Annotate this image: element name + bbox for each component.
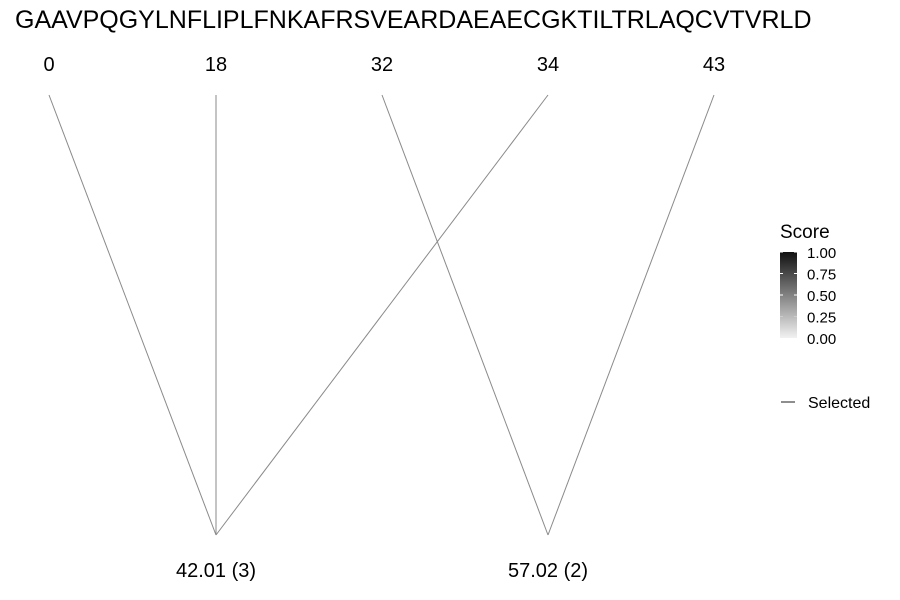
link-line xyxy=(382,95,548,535)
legend-tick-label: 0.75 xyxy=(807,266,837,284)
position-label: 32 xyxy=(370,54,394,76)
selected-legend-label: Selected xyxy=(808,395,871,412)
legend-title: Score xyxy=(780,222,830,243)
position-label: 18 xyxy=(204,54,228,76)
mass-labels xyxy=(176,560,588,582)
legend-tick-label: 0.00 xyxy=(807,331,837,348)
legend-tick-label: 1.00 xyxy=(807,245,837,262)
legend-tick-label: 0.50 xyxy=(807,288,837,305)
peptide-sequence: GAAVPQGYLNFLIPLFNKAFRSVEARDAEAECGKTILTRLAQCVTVRLD xyxy=(15,6,812,34)
score-legend xyxy=(780,222,870,412)
position-labels xyxy=(43,54,725,76)
position-label: 34 xyxy=(536,54,560,76)
legend-tick-label: 0.25 xyxy=(807,309,837,327)
link-line xyxy=(216,95,548,535)
link-line xyxy=(49,95,216,535)
mass-label: 42.01 (3) xyxy=(175,560,257,582)
mass-label: 57.02 (2) xyxy=(507,560,589,582)
link-lines xyxy=(49,95,714,535)
position-label: 43 xyxy=(702,54,726,76)
link-line xyxy=(548,95,714,535)
position-label: 0 xyxy=(43,54,55,76)
